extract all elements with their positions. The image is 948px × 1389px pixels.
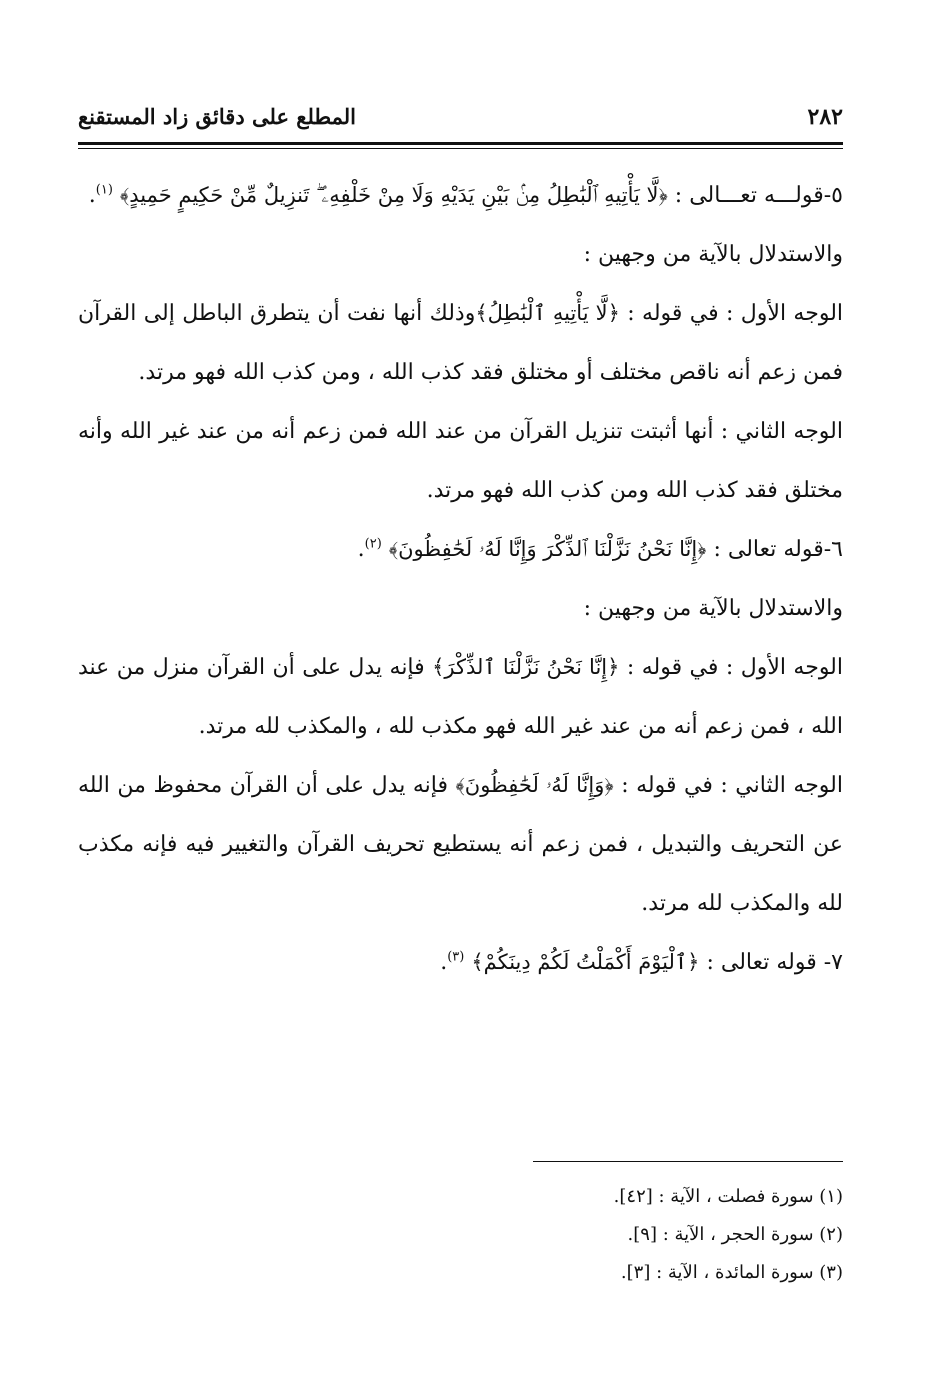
- period: .: [440, 950, 448, 975]
- verse-5-lead: ٥-قولـــه تعـــالى :: [667, 183, 843, 208]
- quran-verse-maidah: ﴿ٱلْيَوْمَ أَكْمَلْتُ لَكُمْ دِينَكُمْ﴾: [471, 950, 700, 974]
- first-aspect-lead: الوجه الأول : في قوله :: [619, 301, 844, 326]
- paragraph-verse-6: [78, 520, 843, 579]
- quran-excerpt-dhikr: ﴿إِنَّا نَحْنُ نَزَّلْنَا ٱلذِّكْرَ﴾: [432, 655, 620, 679]
- footnotes: [183, 1178, 843, 1292]
- first-aspect-2-lead: الوجه الأول : في قوله :: [619, 655, 843, 680]
- book-title: المطلع على دقائق زاد المستقنع: [78, 104, 357, 129]
- paragraph-second-aspect-1: الوجه الثاني : أنها أثبتت تنزيل القرآن من عند الله فمن زعم أنه من عند غير الله وأنه مختلق فقد كذب الله ومن كذب الله فهو مرتد.: [78, 419, 843, 503]
- paragraph-first-aspect-2: [78, 638, 843, 756]
- quran-verse-fussilat: ﴿لَّا يَأْتِيهِ ٱلْبَٰطِلُ مِنۢ بَيْنِ يَدَيْهِ وَلَا مِنْ خَلْفِهِۦ ۖ تَنزِيلٌ مِّنْ حَكِيمٍ حَمِيدٍ﴾: [119, 183, 668, 207]
- footnote-ref-3: (٣): [447, 949, 465, 965]
- footnote-separator: [533, 1161, 843, 1162]
- quran-excerpt-batil: ﴿لَّا يَأْتِيهِ ٱلْبَٰطِلُ﴾: [475, 301, 620, 325]
- second-aspect-2-text: فإنه يدل على أن القرآن محفوظ من الله عن التحريف والتبديل ، فمن زعم أنه يستطيع تحريف القرآن والتغيير فيه فإنه مكذب لله والمكذب لله مرتد.: [78, 773, 843, 916]
- footnote-3: (٣) سورة المائدة ، الآية : [٣].: [620, 1262, 843, 1283]
- header-rule-thick: [78, 142, 843, 145]
- paragraph-verse-5: [78, 166, 843, 225]
- first-aspect-2-text: فإنه يدل على أن القرآن منزل من عند الله ، فمن زعم أنه من عند غير الله فهو مكذب لله ، والمكذب لله مرتد.: [78, 655, 843, 739]
- quran-verse-hijr: ﴿إِنَّا نَحْنُ نَزَّلْنَا ٱلذِّكْرَ وَإِنَّا لَهُۥ لَحَٰفِظُونَ﴾: [388, 537, 707, 561]
- quran-excerpt-hafizun: ﴿وَإِنَّا لَهُۥ لَحَٰفِظُونَ﴾: [455, 773, 614, 797]
- paragraph-two-aspects-1: والاستدلال بالآية من وجهين :: [583, 242, 843, 267]
- footnote-ref-2: (٢): [364, 536, 382, 552]
- paragraph-two-aspects-2: والاستدلال بالآية من وجهين :: [583, 596, 843, 621]
- paragraph-second-aspect-2: [78, 756, 843, 933]
- footnote-1: (١) سورة فصلت ، الآية : [٤٢].: [613, 1186, 843, 1207]
- footnote-ref-1: (١): [95, 182, 113, 198]
- second-aspect-2-lead: الوجه الثاني : في قوله :: [613, 773, 843, 798]
- period: .: [357, 537, 365, 562]
- page-header: [78, 88, 843, 138]
- body-text: [78, 166, 843, 992]
- verse-6-lead: ٦-قوله تعالى :: [706, 537, 843, 562]
- page-number: ٢٨٢: [807, 104, 843, 130]
- footnote-2: (٢) سورة الحجر ، الآية : [٩].: [627, 1224, 843, 1245]
- paragraph-verse-7: [78, 933, 843, 992]
- verse-7-lead: ٧- قوله تعالى :: [699, 950, 843, 975]
- header-rule-thin: [78, 148, 843, 149]
- paragraph-first-aspect-1: [78, 284, 843, 402]
- period: .: [88, 183, 96, 208]
- first-aspect-text: وذلك أنها نفت أن يتطرق الباطل إلى القرآن فمن زعم أنه ناقص مختلف أو مختلق فقد كذب الله ، ومن كذب الله فهو مرتد.: [78, 301, 843, 385]
